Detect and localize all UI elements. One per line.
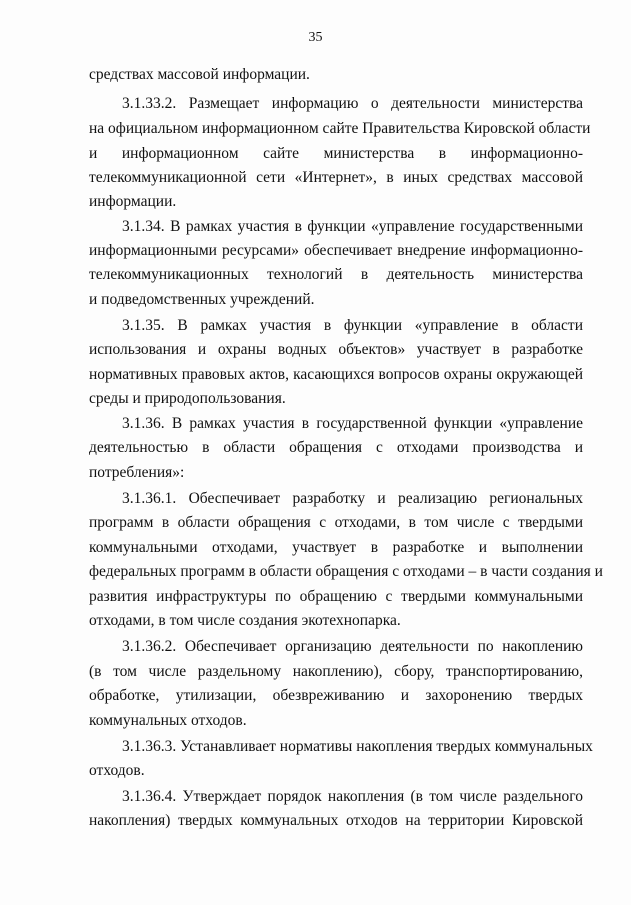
text-line: и подведомственных учреждений. (89, 291, 315, 308)
text-line: программ в области обращения с отходами, в том числе с твердыми (89, 514, 583, 531)
text-line: отходами, в том числе создания экотехнопарка. (89, 612, 401, 629)
text-line: нормативных правовых актов, касающихся вопросов охраны окружающей (89, 366, 583, 383)
text-line: среды и природопользования. (89, 390, 286, 407)
text-line: телекоммуникационных технологий в деятельность министерства (89, 266, 583, 283)
text-line: развития инфраструктуры по обращению с твердыми коммунальными (89, 588, 583, 605)
text-line: (в том числе раздельному накоплению), сбору, транспортированию, (89, 663, 583, 680)
text-line: телекоммуникационной сети «Интернет», в иных средствах массовой (89, 169, 583, 186)
text-line: накопления) твердых коммунальных отходов на территории Кировской (89, 812, 583, 829)
text-line: 3.1.36. В рамках участия в государственной функции «управление (122, 415, 583, 432)
text-line: 3.1.36.3. Устанавливает нормативы накопления твердых коммунальных (122, 738, 593, 755)
text-line: 3.1.36.1. Обеспечивает разработку и реализацию региональных (122, 490, 583, 507)
text-line: и информационном сайте министерства в информационно- (89, 145, 583, 162)
text-line: 3.1.34. В рамках участия в функции «управление государственными (122, 218, 583, 235)
text-line: 3.1.35. В рамках участия в функции «управление в области (122, 317, 583, 334)
text-line: коммунальных отходов. (89, 712, 247, 729)
text-line: на официальном информационном сайте Правительства Кировской области (89, 120, 591, 137)
text-line: 3.1.36.4. Утверждает порядок накопления (в том числе раздельного (122, 788, 583, 805)
text-line: информации. (89, 193, 177, 210)
text-line: обработке, утилизации, обезвреживанию и захоронению твердых (89, 687, 583, 704)
text-line: 3.1.36.2. Обеспечивает организацию деятельности по накоплению (122, 638, 583, 655)
text-line: коммунальными отходами, участвует в разработке и выполнении (89, 539, 583, 556)
text-line: отходов. (89, 762, 145, 779)
text-line: федеральных программ в области обращения с отходами – в части создания и (89, 563, 603, 580)
text-line: средствах массовой информации. (89, 66, 310, 83)
text-line: использования и охраны водных объектов» участвует в разработке (89, 341, 583, 358)
text-line: потребления»: (89, 464, 185, 481)
text-line: информационными ресурсами» обеспечивает внедрение информационно- (89, 242, 583, 259)
text-line: деятельностью в области обращения с отходами производства и (89, 439, 583, 456)
page-number: 35 (308, 30, 323, 45)
text-line: 3.1.33.2. Размещает информацию о деятельности министерства (122, 95, 583, 112)
